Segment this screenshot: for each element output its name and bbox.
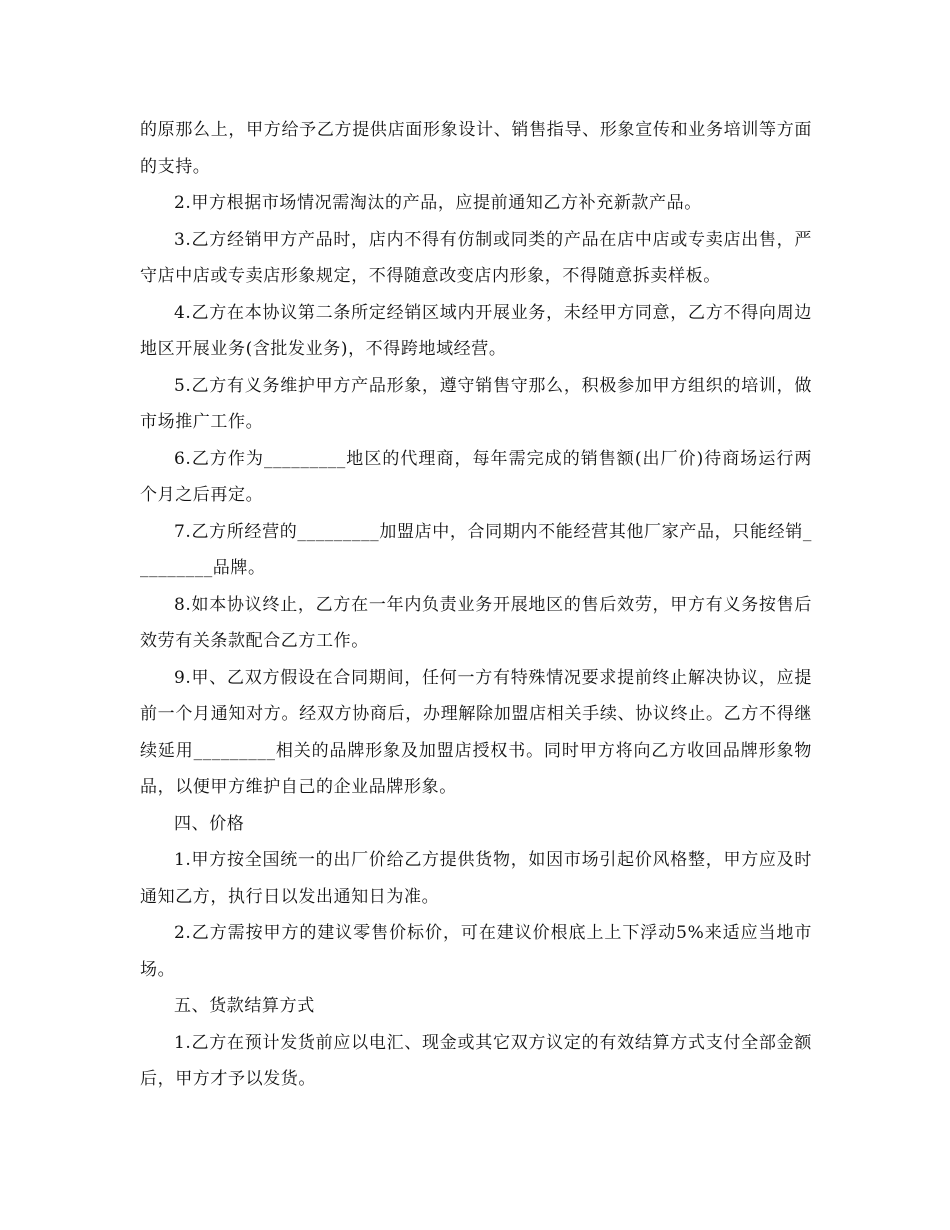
paragraph-price-1: 1.甲方按全国统一的出厂价给乙方提供货物，如因市场引起价风格整，甲方应及时通知乙方，执行日以发出通知日为准。 xyxy=(140,850,812,907)
paragraph-clause-6: 6.乙方作为_________地区的代理商，每年需完成的销售额(出厂价)待商场运行两个月之后再定。 xyxy=(140,448,812,505)
paragraph-clause-7: 7.乙方所经营的_________加盟店中，合同期内不能经营其他厂家产品，只能经销_________品牌。 xyxy=(140,521,812,578)
paragraph-clause-3: 3.乙方经销甲方产品时，店内不得有仿制或同类的产品在店中店或专卖店出售，严守店中店或专卖店形象规定，不得随意改变店内形象，不得随意拆卖样板。 xyxy=(140,229,812,286)
paragraph-clause-9: 9.甲、乙双方假设在合同期间，任何一方有特殊情况要求提前终止解决协议，应提前一个月通知对方。经双方协商后，办理解除加盟店相关手续、协议终止。乙方不得继续延用_________相关的品牌形象及加盟店授权书。同时甲方将向乙方收回品牌形象物品，以便甲方维护自己的企业品牌形象。 xyxy=(140,667,812,797)
section-heading-payment: 五、货款结算方式 xyxy=(174,996,315,1016)
paragraph-clause-4: 4.乙方在本协议第二条所定经销区域内开展业务，未经甲方同意，乙方不得向周边地区开展业务(含批发业务)，不得跨地域经营。 xyxy=(140,302,812,359)
paragraph-payment-1: 1.乙方在预计发货前应以电汇、现金或其它双方议定的有效结算方式支付全部金额后，甲方才予以发货。 xyxy=(140,1032,812,1089)
section-heading-price: 四、价格 xyxy=(174,813,245,834)
paragraph-continuation: 的原那么上，甲方给予乙方提供店面形象设计、销售指导、形象宣传和业务培训等方面的支持。 xyxy=(140,120,812,177)
paragraph-clause-5: 5.乙方有义务维护甲方产品形象，遵守销售守那么，积极参加甲方组织的培训，做市场推广工作。 xyxy=(140,375,812,432)
document-body xyxy=(140,112,812,1098)
paragraph-clause-8: 8.如本协议终止，乙方在一年内负责业务开展地区的售后效劳，甲方有义务按售后效劳有关条款配合乙方工作。 xyxy=(140,594,812,651)
paragraph-clause-2: 2.甲方根据市场情况需淘汰的产品，应提前通知乙方补充新款产品。 xyxy=(174,193,702,213)
paragraph-price-2: 2.乙方需按甲方的建议零售价标价，可在建议价根底上上下浮动5%来适应当地市场。 xyxy=(140,923,812,980)
